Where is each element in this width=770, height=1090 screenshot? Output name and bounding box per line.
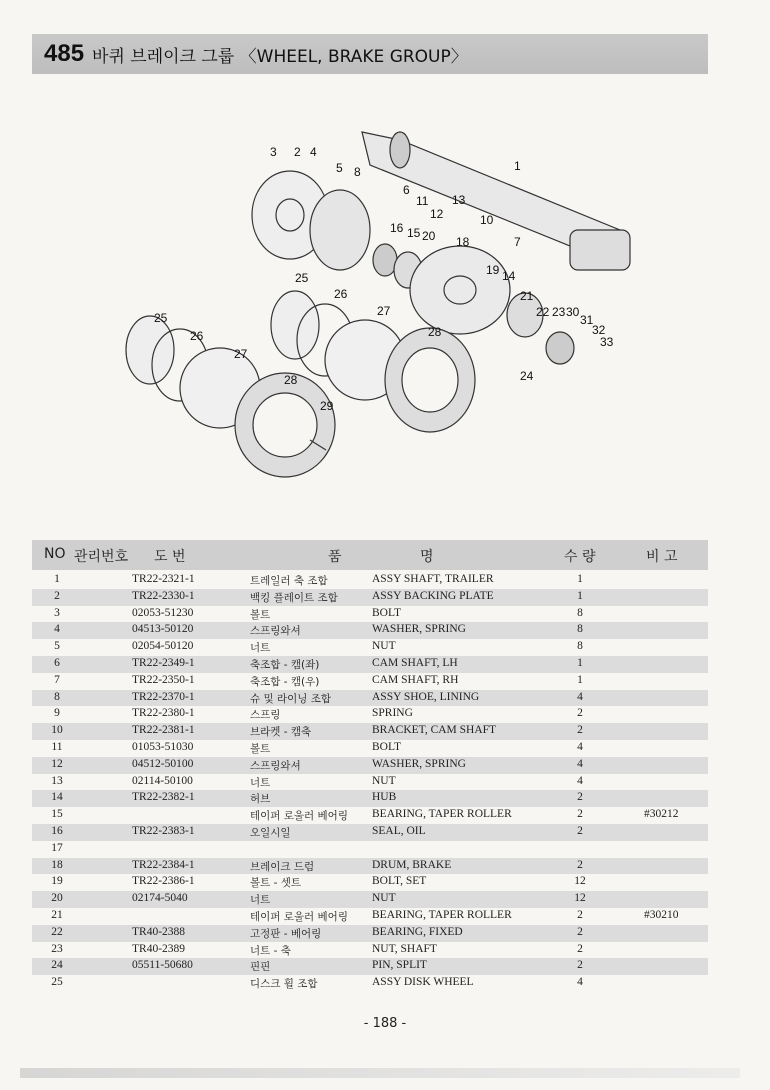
cell-en: HUB — [372, 791, 397, 804]
cell-qty: 2 — [577, 724, 583, 737]
cell-rem: #30210 — [644, 908, 679, 921]
cell-qty: 2 — [577, 791, 583, 804]
cell-qty: 1 — [577, 573, 583, 585]
table-row — [32, 706, 708, 723]
callout-21: 21 — [520, 289, 534, 303]
cell-kr: 너트 — [250, 894, 271, 907]
cell-kr: 너트 — [250, 642, 271, 655]
table-row — [32, 958, 708, 975]
cell-no: 24 — [51, 959, 63, 972]
cell-kr: 백킹 플레이트 조합 — [250, 591, 338, 604]
cell-qty: 2 — [577, 959, 583, 972]
cell-qty: 2 — [577, 858, 583, 871]
cell-en: ASSY SHAFT, TRAILER — [372, 573, 494, 585]
cell-dwg: 02114-50100 — [132, 774, 193, 787]
table-row — [32, 757, 708, 774]
cell-no: 12 — [51, 757, 63, 770]
table-row — [32, 690, 708, 707]
cell-kr: 축조합 - 캠(우) — [250, 675, 320, 688]
cell-en: ASSY DISK WHEEL — [372, 976, 474, 989]
cell-no: 3 — [54, 606, 60, 619]
cell-en: BEARING, FIXED — [372, 925, 463, 938]
cell-kr: 고정판 - 베어링 — [250, 927, 322, 940]
table-row — [32, 942, 708, 959]
callout-4: 4 — [310, 145, 317, 159]
cell-qty: 8 — [577, 606, 583, 619]
callout-25b: 25 — [154, 311, 168, 325]
callout-18: 18 — [456, 235, 470, 249]
callout-8: 8 — [354, 165, 361, 179]
cell-qty: 4 — [577, 757, 583, 770]
cell-qty: 4 — [577, 690, 583, 703]
cell-no: 19 — [51, 875, 63, 888]
callout-28a: 28 — [428, 325, 442, 339]
cell-dwg: TR22-2383-1 — [132, 824, 195, 837]
cell-no: 20 — [51, 892, 63, 905]
table-row — [32, 807, 708, 824]
table-row — [32, 908, 708, 925]
callout-10: 10 — [480, 213, 494, 227]
cell-kr: 스프링 — [250, 709, 281, 722]
cell-kr: 너트 — [250, 776, 271, 789]
cell-no: 14 — [51, 791, 63, 804]
cell-dwg: TR22-2370-1 — [132, 690, 195, 703]
cell-en: DRUM, BRAKE — [372, 858, 452, 871]
section-number: 485 — [44, 40, 85, 67]
cell-dwg: 02174-5040 — [132, 892, 188, 905]
callout-14: 14 — [502, 269, 516, 283]
cell-no: 1 — [54, 573, 60, 585]
cell-dwg: TR22-2384-1 — [132, 858, 195, 871]
cell-dwg: 01053-51030 — [132, 740, 194, 753]
cell-no: 11 — [51, 740, 63, 753]
col-dwg: 도 번 — [154, 549, 186, 565]
table-row — [32, 606, 708, 623]
callout-26b: 26 — [190, 329, 204, 343]
cell-dwg: 02053-51230 — [132, 606, 194, 619]
cell-kr: 볼트 — [250, 742, 271, 755]
cell-en: NUT — [372, 774, 396, 787]
cell-no: 22 — [51, 925, 63, 938]
cell-en: BEARING, TAPER ROLLER — [372, 908, 512, 921]
cell-no: 18 — [51, 858, 63, 871]
cell-en: SPRING — [372, 707, 413, 720]
cell-kr: 볼트 — [250, 608, 271, 621]
callout-13: 13 — [452, 193, 466, 207]
cell-qty: 8 — [577, 623, 583, 636]
cell-no: 13 — [51, 774, 63, 787]
col-mgmt: 관리번호 — [74, 549, 129, 565]
callout-32: 32 — [592, 323, 606, 337]
callout-6: 6 — [403, 183, 410, 197]
cell-kr: 너트 - 축 — [250, 944, 291, 957]
cell-no: 16 — [51, 824, 63, 837]
callout-15: 15 — [407, 226, 421, 240]
cell-dwg: TR22-2330-1 — [132, 589, 195, 602]
parts-table-body — [32, 572, 708, 992]
callout-23: 23 — [552, 305, 566, 319]
cell-en: BRACKET, CAM SHAFT — [372, 724, 497, 737]
callout-26a: 26 — [334, 287, 348, 301]
table-row — [32, 572, 708, 589]
callout-30: 30 — [566, 305, 580, 319]
callout-27a: 27 — [377, 304, 391, 318]
cell-qty: 4 — [577, 774, 583, 787]
callout-11: 11 — [416, 194, 429, 208]
cell-dwg: TR22-2380-1 — [132, 707, 195, 720]
callout-22: 22 — [536, 305, 550, 319]
cell-no: 7 — [54, 673, 60, 686]
footer-strip — [20, 1068, 740, 1078]
cell-en: ASSY SHOE, LINING — [372, 690, 480, 703]
table-row — [32, 774, 708, 791]
callout-29: 29 — [320, 399, 334, 413]
cell-qty: 4 — [577, 976, 583, 989]
table-row — [32, 891, 708, 908]
parts-table-header — [32, 540, 708, 570]
cell-en: BOLT — [372, 606, 401, 619]
callout-27b: 27 — [234, 347, 248, 361]
table-row — [32, 925, 708, 942]
cell-en: NUT — [372, 892, 396, 905]
cell-dwg: TR22-2321-1 — [132, 573, 195, 585]
col-name-kr: 품 — [328, 549, 342, 565]
cell-kr: 스프링와셔 — [250, 625, 301, 638]
cell-qty: 4 — [577, 740, 583, 753]
table-row — [32, 858, 708, 875]
page-number: - 188 - — [363, 1016, 407, 1031]
cell-no: 8 — [54, 690, 60, 703]
cell-kr: 브라켓 - 캠축 — [250, 726, 312, 739]
cell-no: 4 — [54, 623, 60, 636]
callout-12: 12 — [430, 207, 444, 221]
cell-no: 10 — [51, 724, 63, 737]
cell-en: BOLT, SET — [372, 875, 427, 888]
cell-dwg: TR22-2349-1 — [132, 656, 195, 669]
callout-25a: 25 — [295, 271, 309, 285]
callout-31: 31 — [580, 313, 594, 327]
cell-qty: 1 — [577, 673, 583, 686]
cell-en: CAM SHAFT, RH — [372, 673, 459, 686]
table-row — [32, 622, 708, 639]
table-row — [32, 740, 708, 757]
cell-dwg: TR22-2382-1 — [132, 791, 195, 804]
section-title: 바퀴 브레이크 그룹 〈WHEEL, BRAKE GROUP〉 — [92, 46, 468, 67]
cell-en: WASHER, SPRING — [372, 757, 466, 770]
cell-kr: 브레이크 드럼 — [250, 860, 315, 873]
cell-qty: 2 — [577, 908, 583, 921]
exploded-parts-diagram — [100, 120, 660, 500]
cell-qty: 8 — [577, 640, 583, 653]
cell-qty: 2 — [577, 925, 583, 938]
cell-dwg: 04513-50120 — [132, 623, 194, 636]
cell-kr: 볼트 - 셋트 — [250, 877, 302, 890]
callout-24: 24 — [520, 369, 534, 383]
cell-kr: 허브 — [250, 793, 271, 806]
cell-qty: 2 — [577, 707, 583, 720]
cell-en: BEARING, TAPER ROLLER — [372, 808, 512, 821]
table-row — [32, 589, 708, 606]
cell-rem: #30212 — [644, 808, 679, 821]
cell-qty: 2 — [577, 808, 583, 821]
cell-kr: 디스크 휠 조합 — [250, 978, 318, 991]
cell-no: 2 — [54, 589, 60, 602]
cell-en: SEAL, OIL — [372, 824, 426, 837]
cell-en: CAM SHAFT, LH — [372, 656, 458, 669]
cell-dwg: 04512-50100 — [132, 757, 194, 770]
col-qty: 수 량 — [564, 549, 596, 565]
cell-en: NUT, SHAFT — [372, 942, 437, 955]
cell-no: 5 — [54, 640, 60, 653]
cell-dwg: 05511-50680 — [132, 959, 193, 972]
callout-28b: 28 — [284, 373, 298, 387]
table-row — [32, 790, 708, 807]
cell-dwg: TR22-2386-1 — [132, 875, 195, 888]
table-row — [32, 841, 708, 858]
table-row — [32, 723, 708, 740]
cell-no: 25 — [51, 976, 63, 989]
cell-kr: 테이퍼 로울러 베어링 — [250, 810, 348, 823]
cell-en: PIN, SPLIT — [372, 959, 427, 972]
cell-qty: 1 — [577, 589, 583, 602]
callout-5: 5 — [336, 161, 343, 175]
cell-kr: 오일시일 — [250, 826, 291, 839]
callout-3: 3 — [270, 145, 277, 159]
section-title-bar — [32, 34, 708, 74]
cell-en: WASHER, SPRING — [372, 623, 466, 636]
cell-qty: 12 — [574, 892, 586, 905]
callout-2: 2 — [294, 145, 301, 159]
cell-no: 21 — [51, 908, 63, 921]
table-row — [32, 673, 708, 690]
cell-no: 6 — [54, 656, 60, 669]
table-row — [32, 874, 708, 891]
cell-dwg: TR40-2388 — [132, 925, 186, 938]
cell-dwg: TR40-2389 — [132, 942, 186, 955]
cell-en: NUT — [372, 640, 396, 653]
callout-20: 20 — [422, 229, 436, 243]
cell-dwg: 02054-50120 — [132, 640, 194, 653]
callout-33: 33 — [600, 335, 614, 349]
cell-kr: 축조합 - 캠(좌) — [250, 658, 320, 671]
col-name-en: 명 — [420, 549, 434, 565]
cell-qty: 2 — [577, 942, 583, 955]
table-row — [32, 639, 708, 656]
cell-dwg: TR22-2350-1 — [132, 673, 195, 686]
cell-qty: 12 — [574, 875, 586, 888]
callout-19: 19 — [486, 263, 500, 277]
callout-7: 7 — [514, 235, 521, 249]
cell-kr: 핀핀 — [250, 961, 271, 974]
col-remark: 비 고 — [646, 549, 678, 565]
table-row — [32, 824, 708, 841]
col-no: NO — [44, 546, 66, 562]
cell-no: 15 — [51, 808, 63, 821]
cell-no: 23 — [51, 942, 63, 955]
cell-kr: 스프링와셔 — [250, 759, 301, 772]
cell-kr: 테이퍼 로울러 베어링 — [250, 910, 348, 923]
table-row — [32, 656, 708, 673]
cell-qty: 1 — [577, 656, 583, 669]
table-row — [32, 975, 708, 992]
exploded-view-drawing — [100, 120, 660, 500]
cell-en: ASSY BACKING PLATE — [372, 589, 494, 602]
cell-no: 9 — [54, 707, 60, 720]
callout-16: 16 — [390, 221, 404, 235]
callout-1: 1 — [514, 159, 521, 173]
cell-qty: 2 — [577, 824, 583, 837]
cell-kr: 슈 및 라이닝 조합 — [250, 692, 332, 705]
cell-kr: 트레일러 축 조합 — [250, 575, 328, 587]
cell-no: 17 — [51, 841, 63, 854]
cell-en: BOLT — [372, 740, 401, 753]
cell-dwg: TR22-2381-1 — [132, 724, 195, 737]
